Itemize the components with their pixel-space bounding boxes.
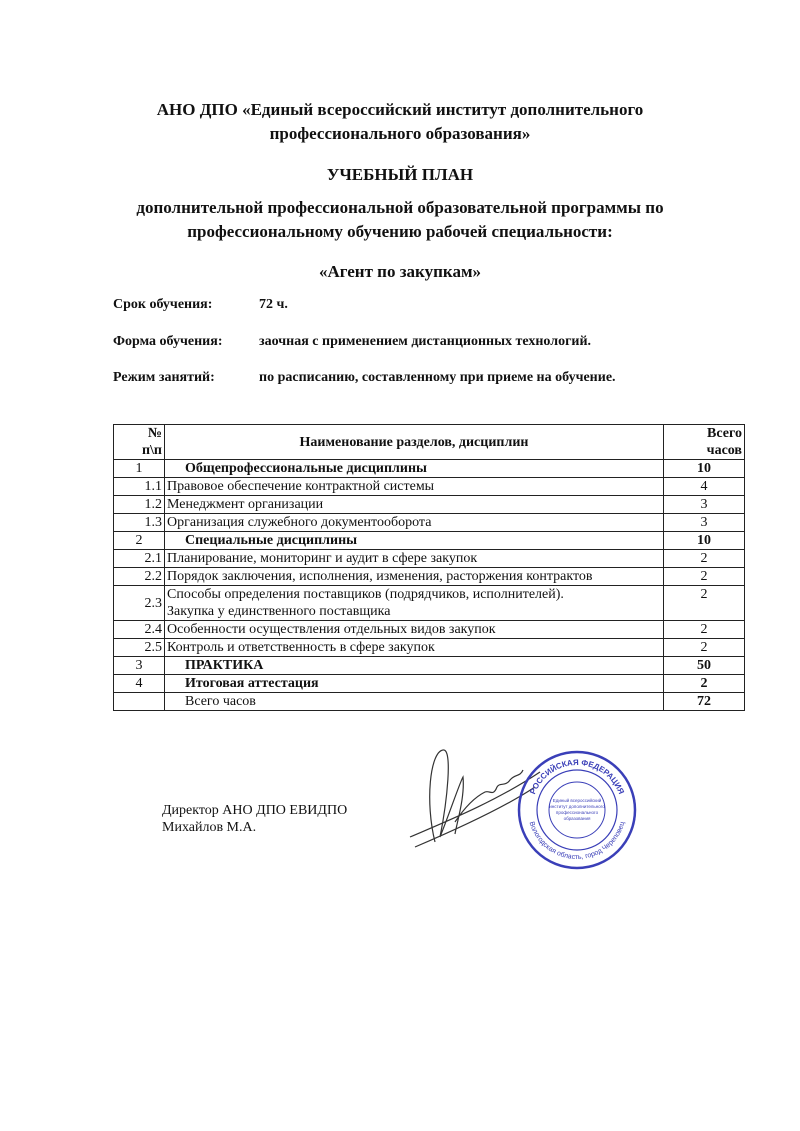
table-row: 1 Общепрофессиональные дисциплины 10 bbox=[114, 460, 745, 478]
svg-text:институт дополнительного: институт дополнительного bbox=[549, 804, 605, 809]
header-hours: Всего часов bbox=[664, 425, 745, 460]
organization-name: АНО ДПО «Единый всероссийский институт дополнительного профессионального образования» bbox=[156, 100, 644, 143]
svg-text:Вологодская область, город Чер: Вологодская область, город Череповец bbox=[527, 820, 627, 862]
program-name: «Агент по закупкам» bbox=[318, 262, 482, 281]
table-header bbox=[114, 425, 745, 460]
table-row: 4 Итоговая аттестация 2 bbox=[114, 675, 745, 693]
document-subtitle: дополнительной профессиональной образовательной программы по профессиональному обучению рабочей специальности: bbox=[136, 198, 664, 241]
table-row: 2.3 Способы определения поставщиков (подрядчиков, исполнителей). Закупка у единственного поставщика 2 bbox=[114, 586, 745, 621]
document-title: УЧЕБНЫЙ ПЛАН bbox=[326, 165, 474, 184]
table-total-row: Всего часов 72 bbox=[114, 693, 745, 711]
table-row: 2.4 Особенности осуществления отдельных видов закупок 2 bbox=[114, 621, 745, 639]
svg-text:РОССИЙСКАЯ ФЕДЕРАЦИЯ: РОССИЙСКАЯ ФЕДЕРАЦИЯ bbox=[528, 757, 626, 796]
stamp-icon bbox=[514, 747, 640, 873]
meta-duration: Срок обучения: 72 ч. bbox=[113, 297, 288, 312]
table-row: 2 Специальные дисциплины 10 bbox=[114, 532, 745, 550]
svg-text:образования: образования bbox=[563, 816, 591, 821]
header-name: Наименование разделов, дисциплин bbox=[165, 425, 664, 460]
table-row: 1.2 Менеджмент организации 3 bbox=[114, 496, 745, 514]
header-num: № п\п bbox=[114, 425, 165, 460]
signer-block bbox=[162, 802, 347, 836]
table-row: 2.2 Порядок заключения, исполнения, изменения, расторжения контрактов 2 bbox=[114, 568, 745, 586]
table-row: 2.5 Контроль и ответственность в сфере закупок 2 bbox=[114, 639, 745, 657]
curriculum-table bbox=[113, 424, 745, 711]
table-row: 1.1 Правовое обеспечение контрактной системы 4 bbox=[114, 478, 745, 496]
svg-text:профессионального: профессионального bbox=[555, 810, 599, 815]
table-row: 3 ПРАКТИКА 50 bbox=[114, 657, 745, 675]
svg-text:Единый всероссийский: Единый всероссийский bbox=[552, 798, 602, 803]
table-row: 1.3 Организация служебного документооборота 3 bbox=[114, 514, 745, 532]
meta-form: Форма обучения: заочная с применением дистанционных технологий. bbox=[113, 334, 592, 349]
meta-schedule: Режим занятий: по расписанию, составленному при приеме на обучение. bbox=[113, 370, 616, 385]
table-row: 2.1 Планирование, мониторинг и аудит в сфере закупок 2 bbox=[114, 550, 745, 568]
signer-position: Директор АНО ДПО ЕВИДПО bbox=[162, 803, 348, 818]
signer-name: Михайлов М.А. bbox=[162, 820, 257, 835]
